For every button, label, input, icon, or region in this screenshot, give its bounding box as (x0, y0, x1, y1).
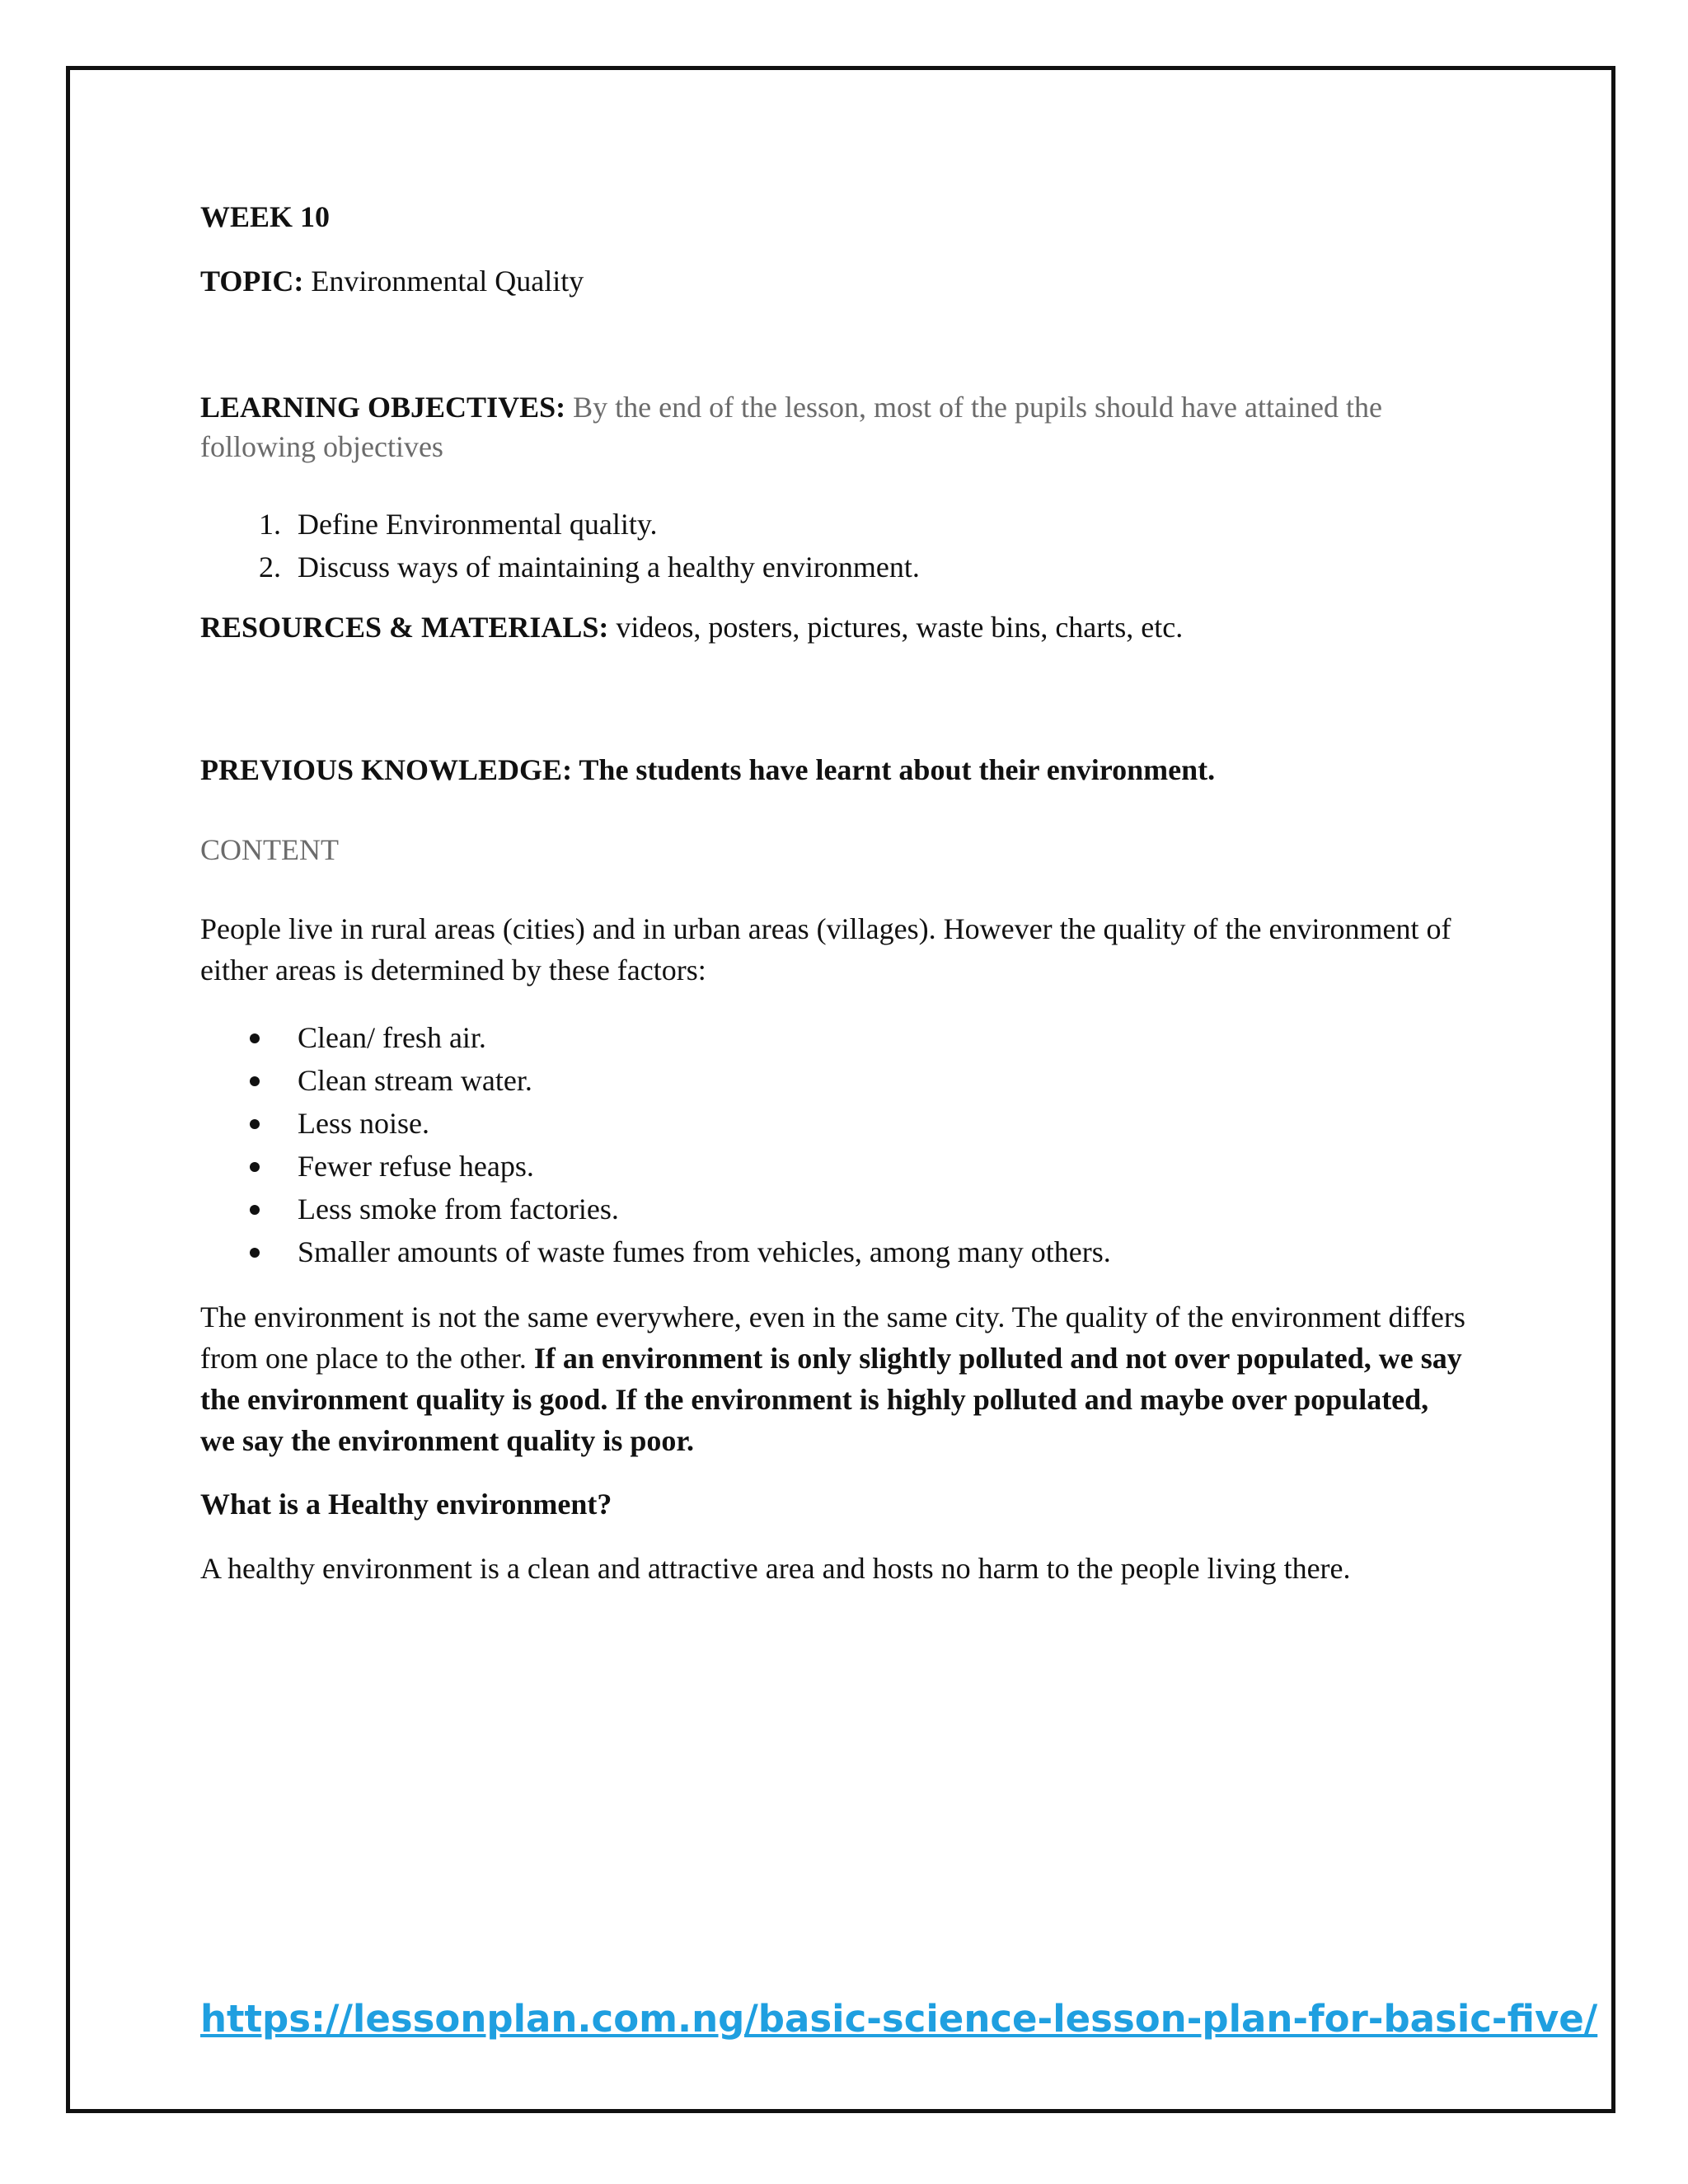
previous-knowledge: PREVIOUS KNOWLEDGE: The students have learnt about their environment. (200, 753, 1216, 786)
list-item (200, 546, 920, 588)
topic-line (200, 260, 584, 302)
list-item-text: Fewer refuse heaps. (298, 1150, 534, 1183)
bullet-icon (250, 1162, 260, 1172)
bullet-icon (250, 1033, 260, 1043)
bullet-icon (250, 1205, 260, 1215)
list-item (200, 1230, 1111, 1273)
objectives-list (200, 503, 920, 588)
bullet-icon (250, 1076, 260, 1086)
resources-text: videos, posters, pictures, waste bins, charts, etc. (616, 611, 1184, 644)
bullet-icon (250, 1119, 260, 1129)
factors-list (200, 1016, 1111, 1273)
quality-text: The environment is not the same everywhere, even in the same city. The quality of the environment differs from one place to the other. (200, 1301, 1465, 1375)
list-item (200, 1059, 1111, 1102)
quality-emphasis: If an environment is only slightly polluted and not over populated, we say the environment quality is good. If the environment is highly polluted and maybe over populated, we say the environment quality is poor. (200, 1342, 1462, 1457)
topic-text: Environmental Quality (311, 265, 584, 298)
content-heading: CONTENT (200, 833, 339, 866)
quality-paragraph (200, 1296, 1470, 1461)
list-item-text: Less smoke from factories. (298, 1193, 619, 1226)
week-heading: WEEK 10 (200, 200, 331, 233)
content-intro: People live in rural areas (cities) and in urban areas (villages). However the quality of the environment of either areas is determined by these factors: (200, 912, 1451, 987)
objectives-intro: By the end of the lesson, most of the pupils should have attained the following objectives (200, 391, 1382, 463)
bullet-icon (250, 1248, 260, 1258)
list-item-text: Define Environmental quality. (298, 508, 658, 541)
objectives-paragraph (200, 387, 1486, 466)
resources-label: RESOURCES & MATERIALS: (200, 611, 609, 644)
resources-line (200, 607, 1183, 648)
objectives-label: LEARNING OBJECTIVES: (200, 391, 566, 424)
list-item-text: Discuss ways of maintaining a healthy environment. (298, 551, 920, 583)
list-item-text: Clean/ fresh air. (298, 1021, 486, 1054)
list-item-text: Clean stream water. (298, 1064, 532, 1097)
list-item-text: Smaller amounts of waste fumes from vehicles, among many others. (298, 1235, 1111, 1268)
list-number: 1. (259, 508, 281, 541)
list-item (200, 1016, 1111, 1059)
list-item (200, 1188, 1111, 1230)
list-item (200, 1102, 1111, 1145)
list-item (200, 503, 920, 546)
healthy-text: A healthy environment is a clean and attractive area and hosts no harm to the people living there. (200, 1552, 1351, 1585)
healthy-heading: What is a Healthy environment? (200, 1488, 612, 1521)
list-item-text: Less noise. (298, 1107, 429, 1140)
topic-label: TOPIC: (200, 265, 304, 298)
list-number: 2. (259, 551, 281, 583)
lesson-plan-link[interactable]: https://lessonplan.com.ng/basic-science-lesson-plan-for-basic-five/ (200, 1997, 1598, 2041)
list-item (200, 1145, 1111, 1188)
